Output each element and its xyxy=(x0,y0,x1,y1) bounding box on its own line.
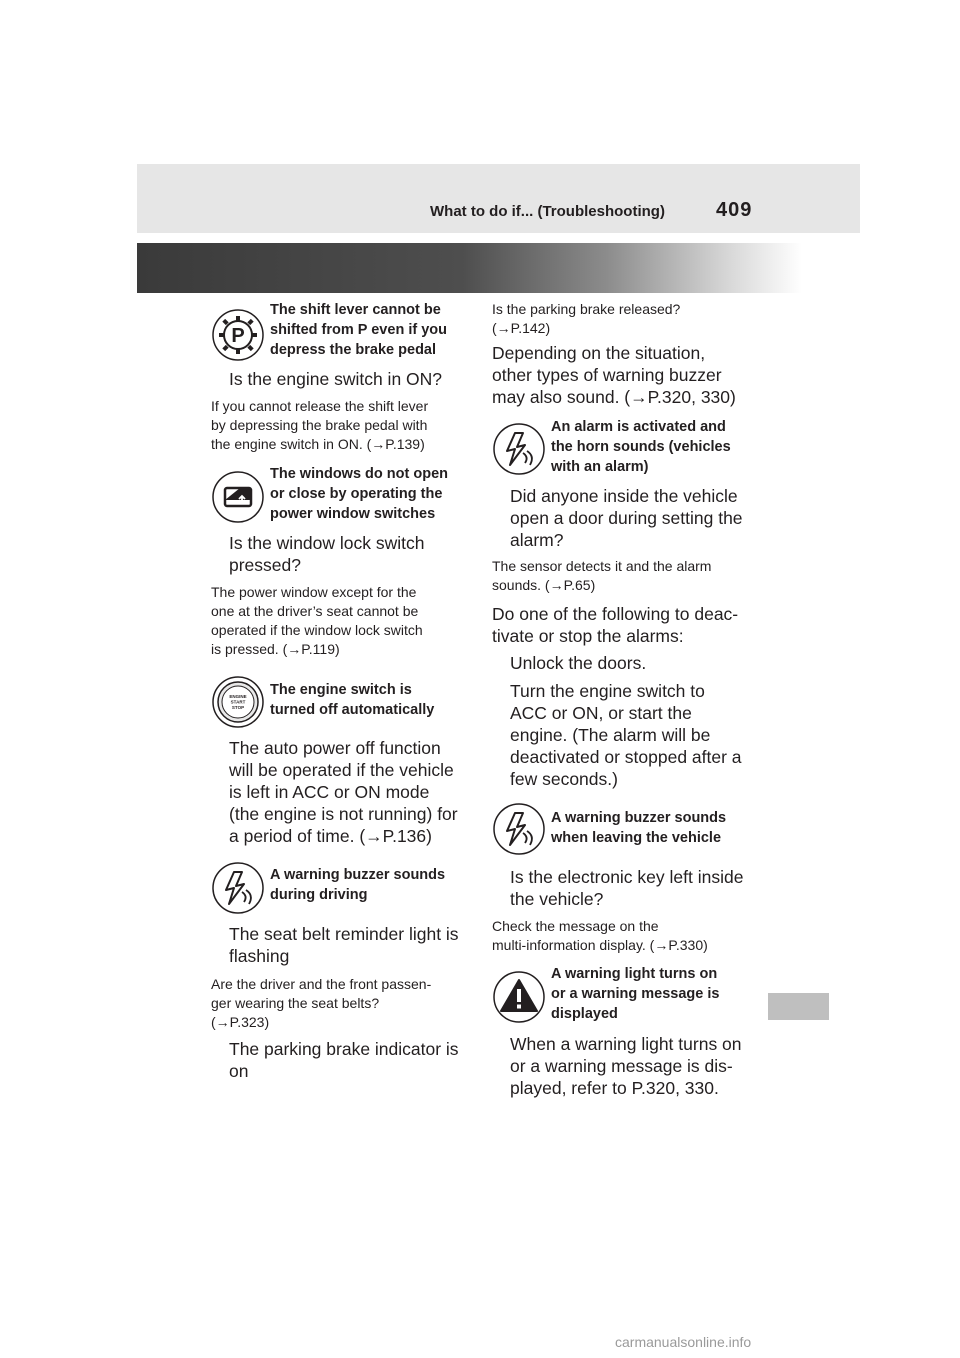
list-item: Unlock the doors. xyxy=(510,653,647,673)
chapter-side-tab xyxy=(768,993,829,1020)
svg-text:STOP: STOP xyxy=(231,705,245,710)
list-item: The seat belt reminder light is flashing xyxy=(229,924,459,966)
electronic-key-note: Check the message on the multi-information display. (→P.330) xyxy=(492,918,708,953)
parking-brake-note: Is the parking brake released? (→P.142) xyxy=(492,301,681,336)
list-item: Turn the engine switch to ACC or ON, or start the engine. (The alarm will be deactivated or stopped after a few seconds.) xyxy=(510,681,742,789)
alarm-horn-icon xyxy=(493,423,545,475)
depending-paragraph: Depending on the situation, other types of warning buzzer may also sound. (→P.320, 330) xyxy=(492,343,736,407)
alarm-title: An alarm is activated and the horn sounds (vehicles with an alarm) xyxy=(551,419,731,475)
window-title: The windows do not open or close by operating the power window switches xyxy=(270,466,449,522)
alarm-note: The sensor detects it and the alarm sounds. (→P.65) xyxy=(492,558,712,593)
svg-text:START: START xyxy=(230,699,246,705)
watermark: carmanualsonline.info xyxy=(615,1334,752,1350)
warning-buzzer-icon xyxy=(212,862,264,914)
svg-text:P: P xyxy=(231,325,245,347)
shift-lever-note: If you cannot release the shift lever by depressing the brake pedal with the engine switch in ON. (→P.139) xyxy=(211,398,429,452)
warning-buzzer-icon xyxy=(493,803,545,855)
alarm-instruction: Do one of the following to deac- tivate or stop the alarms: xyxy=(492,604,739,646)
engine-start-stop-icon xyxy=(212,676,264,728)
buzzer-leaving-title: A warning buzzer sounds when leaving the vehicle xyxy=(551,810,727,846)
section-title: What to do if... (Troubleshooting) xyxy=(430,203,665,220)
list-item: The auto power off function will be operated if the vehicle is left in ACC or ON mode (the engine is not running) for a period of time. (→P.136) xyxy=(229,738,458,846)
buzzer-driving-title: A warning buzzer sounds during driving xyxy=(270,867,446,903)
seat-belt-note: Are the driver and the front passen- ger wearing the seat belts? (→P.323) xyxy=(211,976,432,1030)
list-item: Is the window lock switch pressed? xyxy=(229,533,425,575)
list-item: When a warning light turns on or a warning message is dis- played, refer to P.320, 330. xyxy=(510,1034,742,1098)
list-item: Is the electronic key left inside the vehicle? xyxy=(510,867,744,909)
svg-text:ENGINE: ENGINE xyxy=(229,694,247,699)
park-gear-icon xyxy=(212,309,264,361)
page-number: 409 xyxy=(716,199,753,221)
engine-switch-title: The engine switch is turned off automatically xyxy=(270,682,435,718)
chapter-band xyxy=(137,243,860,293)
window-note: The power window except for the one at the driver’s seat cannot be operated if the window lock switch is pressed. (→P.119) xyxy=(211,584,423,657)
warning-exclamation-icon xyxy=(493,971,545,1023)
shift-lever-title: The shift lever cannot be shifted from P even if you depress the brake pedal xyxy=(270,302,447,358)
list-item: Is the engine switch in ON? xyxy=(229,369,443,389)
list-item: The parking brake indicator is on xyxy=(229,1039,459,1081)
warning-light-title: A warning light turns on or a warning message is displayed xyxy=(551,966,720,1022)
list-item: Did anyone inside the vehicle open a door during setting the alarm? xyxy=(510,486,743,550)
window-lock-icon xyxy=(212,471,264,523)
